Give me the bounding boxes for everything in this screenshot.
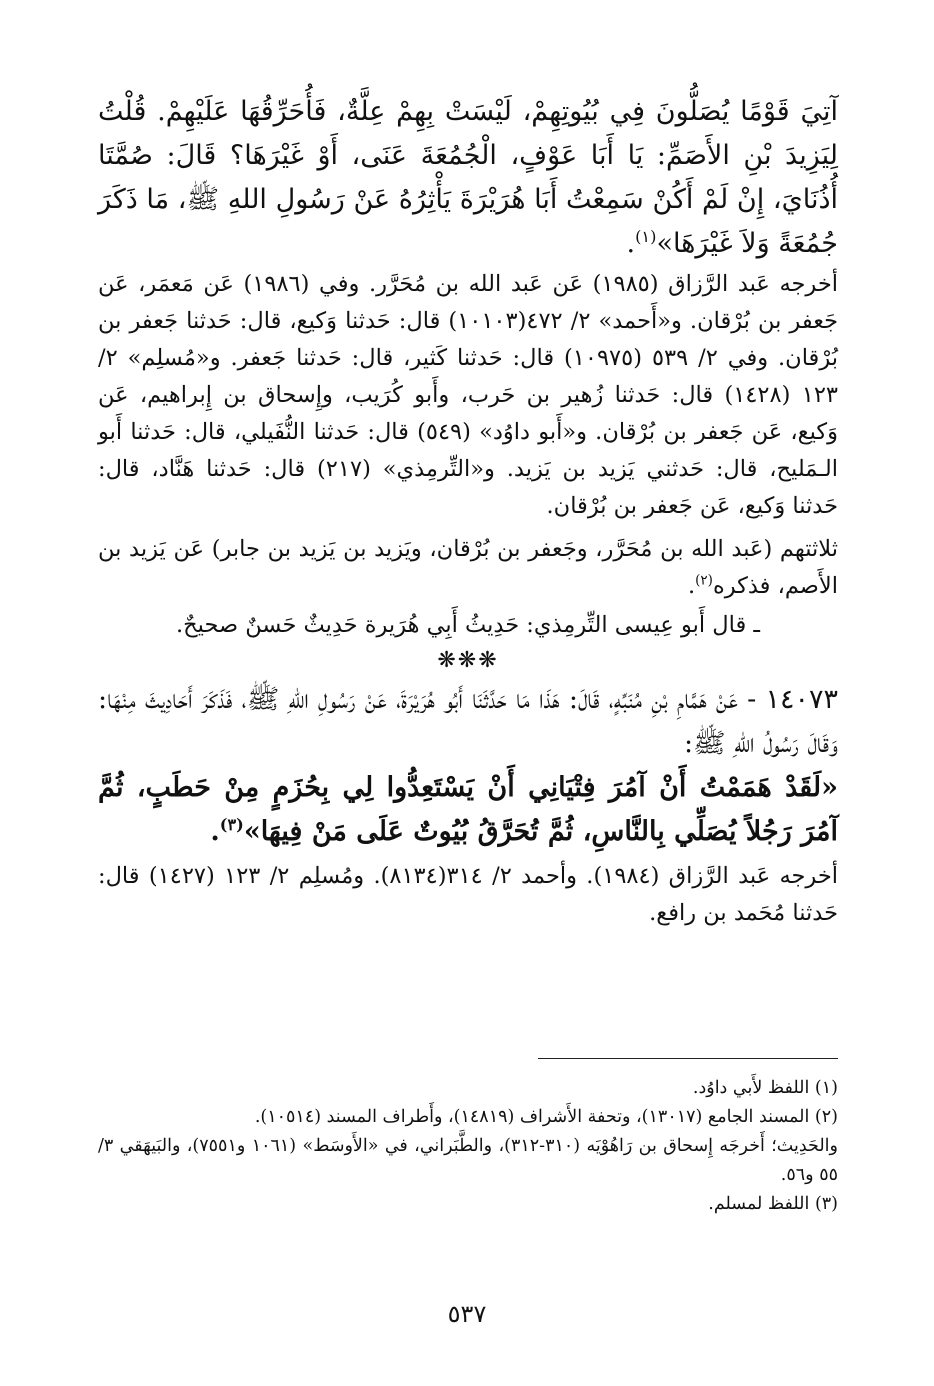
section-separator: ❋❋❋ <box>437 648 499 673</box>
page-number: ٥٣٧ <box>447 1300 487 1328</box>
footnote-1: (١) اللفظ لأَبي داوُد. <box>692 1078 838 1098</box>
footnote-3: (٣) اللفظ لمسلم. <box>708 1194 838 1214</box>
hadith-number: ١٤٠٧٣ <box>765 684 838 715</box>
footnote-2-continued: والحَدِيث؛ أَخرجَه إِسحاق بن رَاهُوْيَه (٣١٠-٣١٢)، والطَّبَراني، في «الأَوسَط» (١٠٦١ و٧٥٥١)، والبَيهَقي ٣/ ٥٥ و٥٦. <box>98 1136 838 1185</box>
hadith-2-matn-text: «لَقَدْ هَمَمْتُ أَنْ آمُرَ فِتْيَانِي أَنْ يَسْتَعِدُّوا لِي بِحُزَمٍ مِنْ حَطَبٍ، ثُمَّ آمُرَ رَجُلاً يُصَلِّي بِالنَّاسِ، ثُمَّ تُحَرَّقُ بُيُوتٌ عَلَى مَنْ فِيهَا» <box>98 772 838 847</box>
hadith-1-ending: آتِيَ قَوْمًا يُصَلُّونَ فِي بُيُوتِهِمْ، لَيْسَتْ بِهِمْ عِلَّةٌ، فَأُحَرِّقُهَا عَلَيْهِمْ. قُلْتُ لِيَزِيدَ بْنِ الأَصَمِّ: يَا أَبَا عَوْفٍ، الْجُمُعَةَ عَنَى، أَوْ غَيْرَهَا؟ قَالَ: صُمَّتَا أُذُنَايَ، إِنْ لَمْ أَكُنْ سَمِعْتُ أَبَا هُرَيْرَةَ يَأْثِرُهُ عَنْ رَسُولِ اللهِ ﷺ، مَا ذَكَرَ جُمُعَةً وَلاَ غَيْرَهَا»$^{(١)}$. <box>98 96 838 259</box>
takhrij-1: أخرجه عَبد الرَّزاق (١٩٨٥) عَن عَبد الله بن مُحَرَّر. وفي (١٩٨٦) عَن مَعمَر، عَن جَعفر بن بُرْقان. و«أَحمد» ٢/ ٤٧٢(١٠١٠٣) قال: حَدثنا وَكيع، قال: حَدثنا جَعفر بن بُرْقان. وفي ٢/ ٥٣٩ (١٠٩٧٥) قال: حَدثنا كَثير، قال: حَدثنا جَعفر. و«مُسلِم» ٢/ ١٢٣ (١٤٢٨) قال: حَدثنا زُهير بن حَرب، وأَبو كُرَيب، وإِسحاق بن إِبراهيم، عَن وَكيع، عَن جَعفر بن بُرْقان. و«أَبو داوُد» (٥٤٩) قال: حَدثنا النُّفَيلي، قال: حَدثنا أَبو الـمَليح، قال: حَدثني يَزيد بن يَزيد. و«التِّرمِذي» (٢١٧) قال: حَدثنا هَنَّاد، قال: حَدثنا وَكيع، عَن جَعفر بن بُرْقان. <box>98 271 839 519</box>
thalathatuhum-paragraph: ثلاثتهم (عَبد الله بن مُحَرَّر، وجَعفر بن بُرْقان، ويَزيد بن يَزيد بن جابر) عَن يَزيد بن الأَصم، فذكره$^{(٢)}$. <box>98 536 838 599</box>
hadith-2-isnad-text: عَنْ هَمَّامِ بْنِ مُنَبِّهٍ، قَالَ: هَذَا مَا حَدَّثَنَا أَبُو هُرَيْرَةَ، عَنْ رَسُولِ اللهِ ﷺ، فَذَكَرَ أَحَادِيثَ مِنْهَا: وَقَالَ رَسُولُ اللهِ ﷺ: <box>98 684 838 759</box>
thalathatuhum-text: ثلاثتهم (عَبد الله بن مُحَرَّر، وجَعفر بن بُرْقان، ويَزيد بن يَزيد بن جابر) عَن يَزيد بن الأَصم، فذكره <box>98 536 838 599</box>
footnote-2: (٢) المسند الجامع (١٣٠١٧)، وتحفة الأَشراف (١٤٨١٩)، وأَطراف المسند (١٠٥١٤). <box>254 1107 838 1127</box>
footnote-ref-3[interactable]: (٣) <box>219 815 244 834</box>
footnotes <box>98 1074 838 1219</box>
footnote-divider <box>538 1058 838 1059</box>
footnote-ref-2[interactable]: (٢) <box>695 572 713 589</box>
hadith-2-matn: «لَقَدْ هَمَمْتُ أَنْ آمُرَ فِتْيَانِي أَنْ يَسْتَعِدُّوا لِي بِحُزَمٍ مِنْ حَطَبٍ، ثُمَّ آمُرَ رَجُلاً يُصَلِّي بِالنَّاسِ، ثُمَّ تُحَرَّقُ بُيُوتٌ عَلَى مَنْ فِيهَا»$^{(٣)}$. <box>98 772 838 847</box>
hadith-2-isnad: ١٤٠٧٣ - عَنْ هَمَّامِ بْنِ مُنَبِّهٍ، قَالَ: هَذَا مَا حَدَّثَنَا أَبُو هُرَيْرَةَ، عَنْ رَسُولِ اللهِ ﷺ، فَذَكَرَ أَحَادِيثَ مِنْهَا: وَقَالَ رَسُولُ اللهِ ﷺ: <box>98 684 838 759</box>
footnote-ref-1[interactable]: (١) <box>635 227 657 246</box>
hadith-1-text: آتِيَ قَوْمًا يُصَلُّونَ فِي بُيُوتِهِمْ، لَيْسَتْ بِهِمْ عِلَّةٌ، فَأُحَرِّقُهَا عَلَيْهِمْ. قُلْتُ لِيَزِيدَ بْنِ الأَصَمِّ: يَا أَبَا عَوْفٍ، الْجُمُعَةَ عَنَى، أَوْ غَيْرَهَا؟ قَالَ: صُمَّتَا أُذُنَايَ، إِنْ لَمْ أَكُنْ سَمِعْتُ أَبَا هُرَيْرَةَ يَأْثِرُهُ عَنْ رَسُولِ اللهِ ﷺ، مَا ذَكَرَ جُمُعَةً وَلاَ غَيْرَهَا» <box>98 96 838 259</box>
tirmidhi-grading: ـ قال أَبو عِيسى التِّرمِذي: حَدِيثُ أَبِي هُرَيرة حَدِيثٌ حَسنٌ صحيحٌ. <box>176 612 760 638</box>
takhrij-2: أخرجه عَبد الرَّزاق (١٩٨٤). وأحمد ٢/ ٣١٤(٨١٣٤). ومُسلِم ٢/ ١٢٣ (١٤٢٧) قال: حَدثنا مُحَمد بن رافع. <box>98 863 839 926</box>
page-body <box>98 90 838 932</box>
